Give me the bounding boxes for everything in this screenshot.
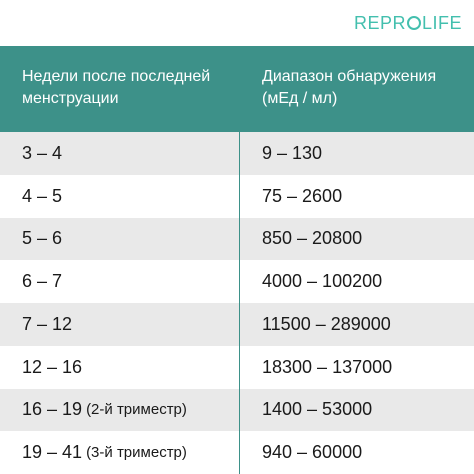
weeks-value: 5 – 6 (22, 228, 63, 249)
cell-weeks (0, 431, 240, 474)
trimester-note: (2-й триместр) (86, 401, 187, 419)
table-row (0, 260, 474, 303)
cell-range (240, 218, 474, 261)
weeks-value: 16 – 19 (22, 399, 83, 420)
cell-range (240, 346, 474, 389)
range-value: 9 – 130 (262, 142, 323, 163)
cell-range (240, 132, 474, 175)
cell-weeks (0, 389, 240, 432)
trimester-note: (3-й триместр) (86, 444, 187, 462)
range-value: 18300 – 137000 (262, 356, 393, 377)
cell-weeks (0, 303, 240, 346)
weeks-value: 4 – 5 (22, 185, 63, 206)
cell-range (240, 175, 474, 218)
table-row (0, 431, 474, 474)
weeks-value: 3 – 4 (22, 142, 63, 163)
weeks-value: 6 – 7 (22, 271, 63, 292)
table-row (0, 175, 474, 218)
cell-range (240, 303, 474, 346)
logo-ring-icon (407, 16, 421, 30)
range-value: 940 – 60000 (262, 442, 363, 463)
range-value: 11500 – 289000 (262, 313, 391, 334)
range-value: 850 – 20800 (262, 228, 363, 249)
weeks-value: 7 – 12 (22, 313, 73, 334)
cell-weeks (0, 218, 240, 261)
table-header (0, 46, 474, 132)
table-body (0, 132, 474, 474)
range-value: 4000 – 100200 (262, 271, 383, 292)
table-row (0, 389, 474, 432)
table-row (0, 303, 474, 346)
header-range: Диапазон обнаружения (мЕд / мл) (262, 68, 437, 107)
hcg-table (0, 46, 474, 474)
weeks-value: 12 – 16 (22, 356, 83, 377)
range-value: 1400 – 53000 (262, 399, 373, 420)
table-row (0, 346, 474, 389)
weeks-value: 19 – 41 (22, 442, 83, 463)
cell-weeks (0, 132, 240, 175)
logo-text-part2: LIFE (421, 13, 462, 33)
cell-weeks (0, 346, 240, 389)
table-row (0, 132, 474, 175)
range-value: 75 – 2600 (262, 185, 343, 206)
reprolife-logo (354, 12, 462, 34)
logo-bar (0, 0, 474, 46)
cell-weeks (0, 175, 240, 218)
cell-range (240, 389, 474, 432)
cell-range (240, 431, 474, 474)
logo-text-part1: REPR (353, 13, 406, 33)
table-row (0, 218, 474, 261)
cell-range (240, 260, 474, 303)
header-weeks: Недели после последней менструации (22, 68, 211, 107)
cell-weeks (0, 260, 240, 303)
